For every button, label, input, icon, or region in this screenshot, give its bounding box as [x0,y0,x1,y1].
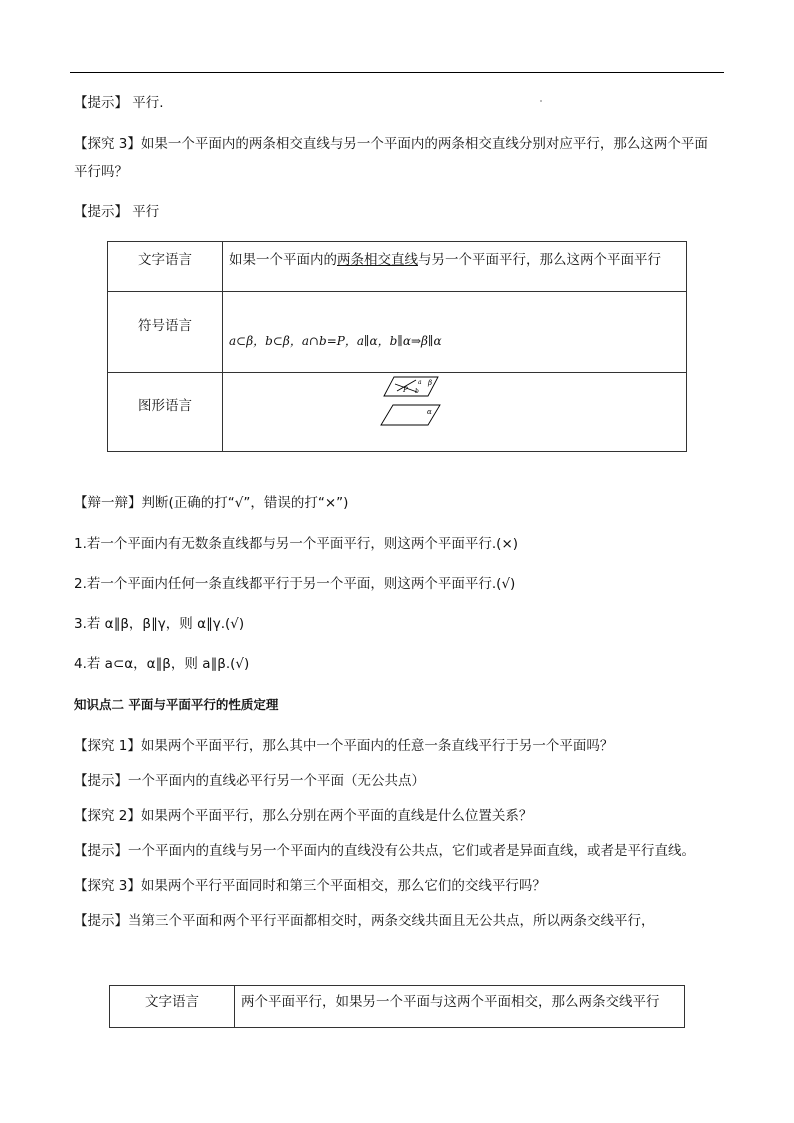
explore-3-line-1: 【探究 3】如果一个平面内的两条相交直线与另一个平面内的两条相交直线分别对应平行，那么这两个平面 [74,136,708,152]
table-row [110,986,685,1028]
hint-1: 【提示】 平行. [74,95,164,111]
theorem-table-1 [107,241,687,452]
s2-hint-1: 【提示】一个平面内的直线必平行另一个平面（无公共点） [74,773,425,789]
judge-item-3: 3.若 α∥β，β∥γ，则 α∥γ.(√) [74,616,245,632]
s2-hint-2: 【提示】一个平面内的直线与另一个平面内的直线没有公共点，它们或者是异面直线，或者是平行直线。 [74,843,695,859]
label-alpha: α [427,408,432,416]
judge-item-4: 4.若 a⊂α，α∥β，则 a∥β.(√) [74,656,250,672]
s2-explore-3: 【探究 3】如果两个平行平面同时和第三个平面相交，那么它们的交线平行吗？ [74,878,546,894]
hint-2: 【提示】 平行 [74,204,160,220]
label-a: a [418,379,422,386]
s2-hint-3: 【提示】当第三个平面和两个平行平面都相交时，两条交线共面且无公共点，所以两条交线平行， [74,913,655,929]
text-underlined: 两条相交直线 [337,252,418,268]
judge-title: 【辩一辩】判断(正确的打“√”，错误的打“×”) [74,495,349,511]
judge-item-2: 2.若一个平面内任何一条直线都平行于另一个平面，则这两个平面平行.(√) [74,576,516,592]
label-beta: β [428,379,433,387]
theorem-table-2 [109,985,685,1028]
row-label: 文字语言 [108,242,223,292]
table-row [108,373,687,452]
judge-item-1: 1.若一个平面内有无数条直线都与另一个平面平行，则这两个平面平行.(×) [74,536,519,552]
parallel-planes-figure [373,374,493,434]
row-label: 符号语言 [108,292,223,373]
s2-explore-2: 【探究 2】如果两个平面平行，那么分别在两个平面的直线是什么位置关系？ [74,808,533,824]
scan-speck [540,100,542,102]
figure-cell [223,373,687,452]
label-b: b [415,388,419,395]
row-label: 文字语言 [110,986,235,1028]
row-text [223,242,687,292]
s2-explore-1: 【探究 1】如果两个平面平行，那么其中一个平面内的任意一条直线平行于另一个平面吗？ [74,738,614,754]
symbol-text: a⊂β，b⊂β，a∩b=P，a∥α，b∥α⇒β∥α [223,292,687,373]
row-text: 两个平面平行，如果另一个平面与这两个平面相交，那么两条交线平行 [235,986,685,1028]
text-pre: 如果一个平面内的 [229,252,337,268]
explore-3-line-2: 平行吗？ [74,164,128,180]
table-row [108,242,687,292]
row-label: 图形语言 [108,373,223,452]
header-rule [70,72,724,73]
section-2-title: 知识点二 平面与平面平行的性质定理 [74,697,279,712]
text-post: 与另一个平面平行，那么这两个平面平行 [418,252,661,268]
label-P: P [403,386,408,394]
table-row [108,292,687,373]
